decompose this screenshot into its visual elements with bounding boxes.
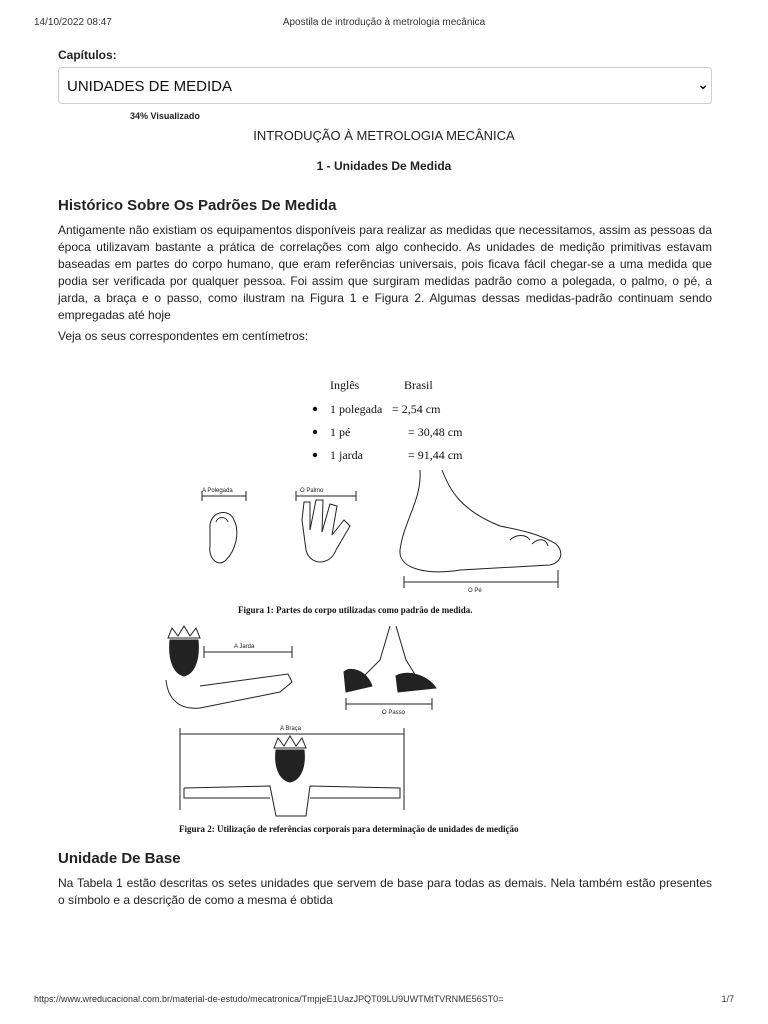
document-subtitle: 1 - Unidades De Medida (316, 159, 452, 173)
figure-row-br: = 2,54 cm (392, 402, 441, 416)
figure-body-measures (160, 370, 600, 840)
page-number: 1/7 (721, 994, 734, 1004)
section-paragraph-unidade-base: Na Tabela 1 estão descritas os setes unidades que servem de base para todas as demais. Nela também estão presentes o símbolo e a descrição de como a mesma é obtida (58, 876, 712, 907)
bullet-icon (313, 407, 317, 411)
print-title: Apostila de introdução à metrologia mecânica (282, 17, 486, 28)
label-palmo: O Palmo (300, 488, 324, 494)
print-date: 14/10/2022 08:47 (34, 17, 112, 28)
figure-row-en: 1 polegada (330, 402, 383, 416)
section-paragraph-historico: Antigamente não existiam os equipamentos disponíveis para realizar as medidas que necessitamos, assim as pessoas da época utilizavam bastante a prática de correlações com algo conhecido. As unidades de medição primitivas estavam baseadas em partes do corpo humano, que eram referências universais, pois ficava fácil chegar-se a uma medida que podia ser verificada por qualquer pessoa. Foi assim que surgiram medidas padrão como a polegada, o palmo, o pé, a jarda, a braça e o passo, como ilustram na Figura 1 e Figura 2. Algumas dessas medidas-padrão continuam sendo empregadas até hoje (58, 223, 712, 322)
chapter-select[interactable] (58, 67, 712, 104)
thumb-illustration (202, 491, 246, 563)
label-jarda: A Jarda (234, 644, 255, 650)
bullet-icon (313, 453, 317, 457)
label-braca: A Braça (280, 726, 302, 732)
label-pe: O Pé (468, 588, 482, 594)
chevron-down-icon: ⌄ (697, 76, 709, 92)
chapters-label: Capítulos: (58, 48, 117, 62)
figure-row-en: 1 pé (330, 425, 351, 439)
section-heading-historico: Histórico Sobre Os Padrões De Medida (58, 197, 337, 214)
figure-row-br: = 91,44 cm (408, 448, 463, 462)
progress-text: 34% Visualizado (130, 111, 200, 121)
king-jarda-illustration (166, 626, 292, 708)
chapter-select-value: UNIDADES DE MEDIDA (67, 78, 233, 95)
document-title: INTRODUÇÃO À METROLOGIA MECÂNICA (253, 128, 515, 143)
label-polegada: A Polegada (202, 488, 233, 494)
intro-line: Veja os seus correspondentes em centímetros: (58, 329, 309, 343)
label-passo: O Passo (382, 710, 406, 716)
king-braca-illustration (180, 728, 404, 816)
figure-col-ingles: Inglês (330, 378, 360, 392)
palm-illustration (296, 491, 356, 562)
foot-illustration (400, 470, 561, 588)
figure-row-br: = 30,48 cm (408, 425, 463, 439)
figure-row-en: 1 jarda (330, 448, 363, 462)
figure-caption-1: Figura 1: Partes do corpo utilizadas como padrão de medida. (238, 605, 473, 615)
section-heading-unidade-base: Unidade De Base (58, 850, 181, 867)
figure-col-brasil: Brasil (404, 378, 433, 392)
bullet-icon (313, 430, 317, 434)
footer-url: https://www.wreducacional.com.br/material-de-estudo/mecatronica/TmpjeE1UazJPQT09LU9UWTMtTVRNME56ST0= (34, 994, 504, 1004)
figure-caption-2: Figura 2: Utilização de referências corporais para determinação de unidades de medição (179, 824, 519, 834)
steps-illustration (344, 626, 436, 710)
